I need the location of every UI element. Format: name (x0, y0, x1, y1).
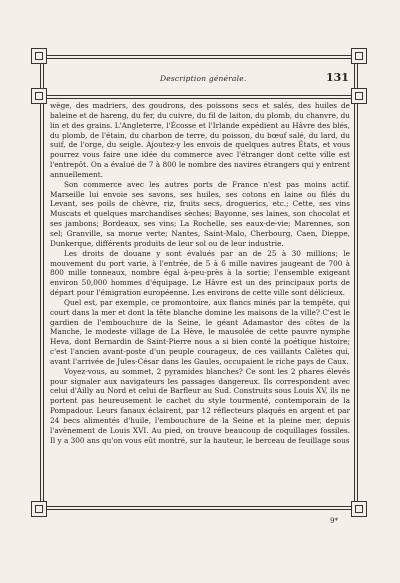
paragraph: Quel est, par exemple, ce promontoire, aux flancs minés par la tempête, qui court dans la mer et dont la tête blanche domine les maisons de la ville? C'est le gardien de l'embouchure de la Seine, le géant Adamastor des côtes de la Manche, le modeste village de La Hève, le mausolée de cette pauvre nymphe Heva, dont Bernardin de Saint-Pierre nous a si bien conté la poétique histoire; c'est l'ancien avant-poste d'un peuple courageux, de ces vaillants Calètes qui, avant l'arrivée de Jules-César dans les Gaules, occupaient le riche pays de Caux. (50, 297, 350, 366)
corner-ornament-top-left (31, 48, 47, 64)
paragraph: Son commerce avec les autres ports de France n'est pas moins actif. Marseille lui envoie ses savons, ses huiles, ses cotons en laine ou filés du Levant, ses poils de chèvre, riz, fruits secs, droguerics, etc.; Cette, ses vins Muscats et quelques marchandises sèches; Bayonne, ses laines, son chocolat et ses jambons; Bordeaux, ses vins; La Rochelle, ses eaux-de-vie; Marennes, son sel; Granville, sa morue verte; Nantes, Saint-Malo, Cherbourg, Caen, Dieppe, Dunkerque, différents produits de leur sol ou de leur industrie. (50, 179, 350, 248)
body-text (50, 101, 350, 446)
header-rule (40, 95, 359, 96)
paragraph: Les droits de douane y sont évalués par an de 25 à 30 millions; le mouvement du port varie, à l'entrée, de 5 à 6 mille navires jaugeant de 700 à 800 mille tonneaux, nombre égal à-peu-près à la sortie; l'ensemble exigeant environ 50,000 hommes d'équipage. Le Hâvre est un des principaux ports de départ pour l'émigration européenne. Les environs de cette ville sont délicieux. (50, 248, 350, 298)
corner-ornament-bottom-right (351, 501, 367, 517)
corner-ornament-top-right (351, 48, 367, 64)
paragraph: wège, des madriers, des goudrons, des poissons secs et salés, des huiles de baleine et de hareng, du fer, du cuivre, du fil de laiton, du plomb, du chanvre, du lin et des grains. L'Angleterre, l'Écosse et l'Irlande expédient au Hâvre des blés, du plomb, de l'étain, du charbon de terre, du poisson, du bœuf salé, du lard, du suif, de l'orge, du seigle. Ajoutez-y les envois de quelques autres États, et vous pourrez vous faire une idée du commerce avec l'étranger dont cette ville est l'entrepôt. On a évalué de 7 à 800 le nombre des navires étrangers qui y entrent annuellement. (50, 101, 350, 179)
paragraph: Voyez-vous, au sommet, 2 pyramides blanches? Ce sont les 2 phares élevés pour signaler aux navigateurs les passages dangereux. Ils correspondent avec celui d'Ailly au Nord et celui de Barfleur au Sud. Construits sous Louis XV, ils ne portent pas heureusement le cachet du style tourmenté, contemporain de la Pompadour. Leurs fanaux éclairent, par 12 réflecteurs plaqués en argent et par 24 becs alimentés d'huile, l'embouchure de la Seine et la pleine mer, depuis l'avènement de Louis XVI. Au pied, on trouve beaucoup de coquillages fossiles. Il y a 300 ans qu'on vous eût montré, sur la hauteur, le berceau de feuillage sous (50, 366, 350, 445)
corner-ornament-header-left (31, 88, 47, 104)
corner-ornament-header-right (351, 88, 367, 104)
signature-mark: 9* (330, 517, 338, 525)
corner-ornament-bottom-left (31, 501, 47, 517)
running-title: Description générale. (160, 74, 247, 83)
page-number: 131 (326, 71, 349, 84)
